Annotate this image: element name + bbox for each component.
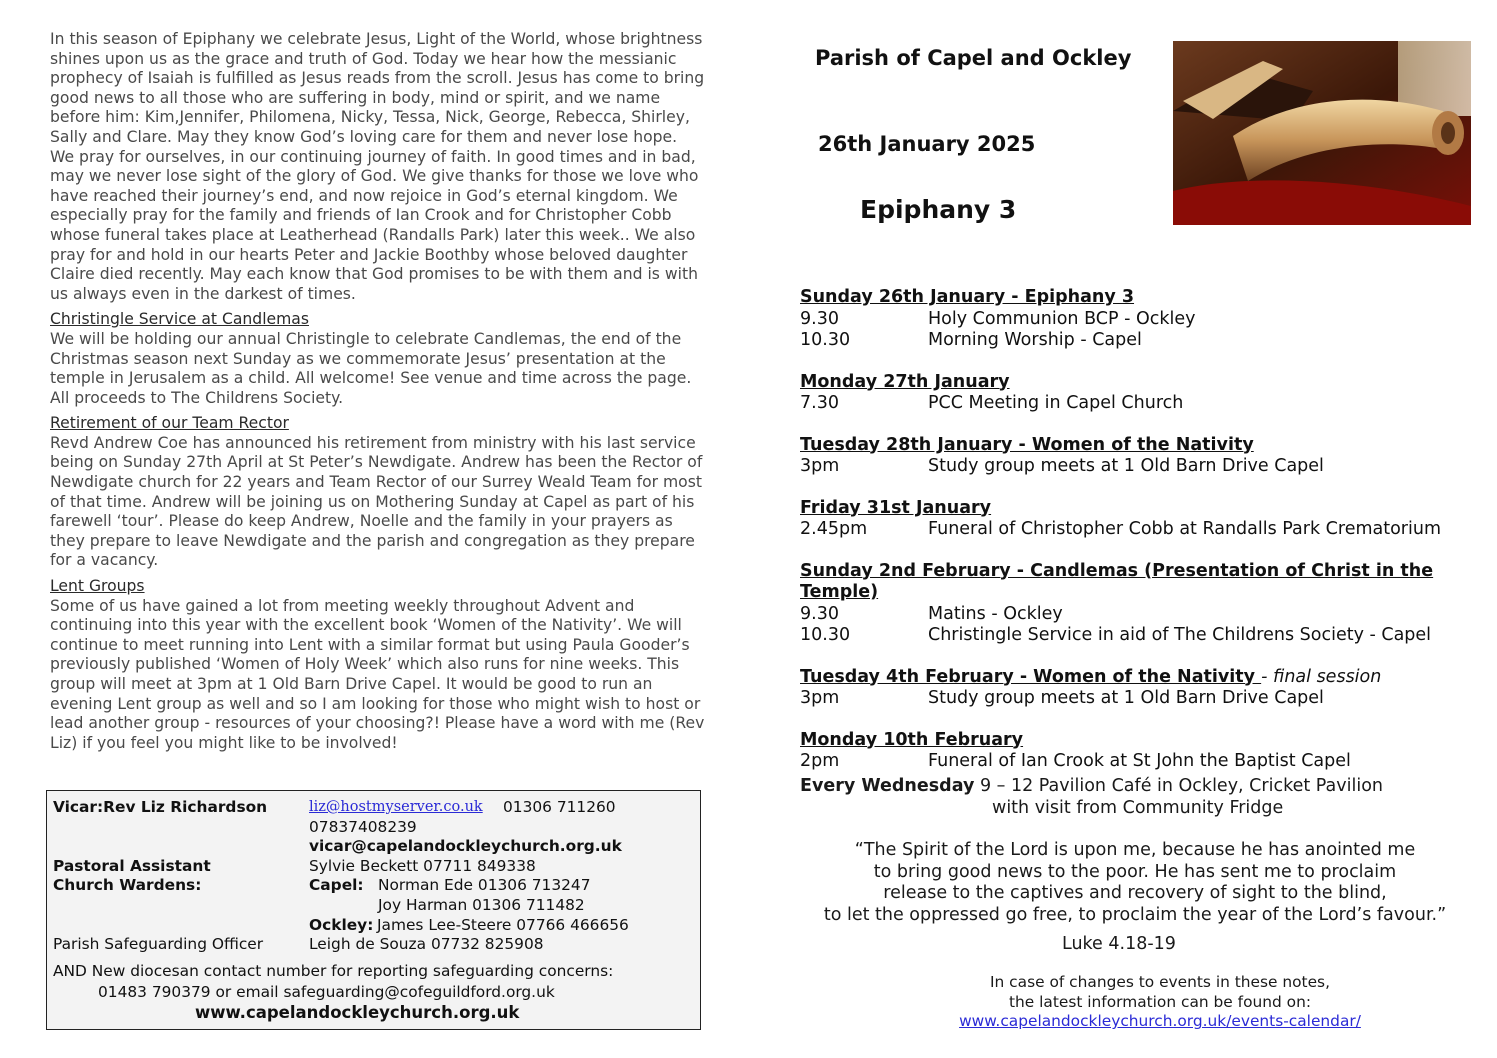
- event-desc: Morning Worship - Capel: [928, 330, 1142, 350]
- event-heading: Tuesday 28th January - Women of the Nativity: [800, 434, 1254, 455]
- event-time: 9.30: [800, 603, 839, 624]
- bulletin-title: Epiphany 3: [860, 195, 1017, 224]
- contact-box: [46, 790, 701, 1030]
- vicar-mobile: 07837408239: [309, 818, 417, 836]
- scripture-quote: [790, 840, 1480, 926]
- capel-warden-2: Joy Harman 01306 711482: [378, 896, 585, 914]
- parish-name: Parish of Capel and Ockley: [815, 46, 1132, 70]
- event-item: [800, 688, 1480, 710]
- event-time: 3pm: [800, 456, 840, 476]
- event-desc: Study group meets at 1 Old Barn Drive Capel: [928, 456, 1324, 476]
- website-text: www.capelandockleychurch.org.uk: [195, 1003, 520, 1022]
- bulletin-date: 26th January 2025: [818, 132, 1036, 156]
- changes-notice: [860, 973, 1460, 1032]
- event-item: [800, 751, 1480, 773]
- events-calendar-link[interactable]: www.capelandockleychurch.org.uk/events-calendar/: [959, 1012, 1361, 1031]
- notice-line-2: the latest information can be found on:: [1008, 992, 1312, 1011]
- quote-line: release to the captives and recovery of sight to the blind,: [883, 883, 1387, 903]
- event-time: 10.30: [800, 625, 851, 645]
- event-desc: Study group meets at 1 Old Barn Drive Capel: [928, 688, 1324, 708]
- event-heading: Monday 10th February: [800, 729, 1024, 750]
- diocesan-line-2: 01483 790379 or email safeguarding@cofeguildford.org.uk: [98, 983, 555, 1001]
- vicar-email: vicar@capelandockleychurch.org.uk: [309, 837, 622, 855]
- event-heading: Monday 27th January: [800, 371, 1010, 392]
- event-heading-suffix: - final session: [1261, 666, 1382, 687]
- event-time: 2pm: [800, 751, 840, 771]
- event-desc: Holy Communion BCP - Ockley: [928, 308, 1196, 329]
- event-item: [800, 309, 1480, 331]
- event-desc: Funeral of Ian Crook at St John the Baptist Capel: [928, 751, 1351, 771]
- event-item: [800, 456, 1480, 478]
- section-body-lent: Some of us have gained a lot from meeting weekly throughout Advent and continuing into this year with the excellent book ‘Women of the Nativity’. We will continue to meet running into Lent with a similar format but using Paula Gooder’s previously published ‘Women of Holy Week’ which also runs for nine weeks. This group will meet at 3pm at 1 Old Barn Drive Capel. It would be good to run an evening Lent group as well and so I am looking for those who might wish to host or lead another group - resources of your choosing?! Please have a word with me (Rev Liz) if you feel you might like to be involved!: [50, 596, 705, 752]
- event-block: [800, 667, 1480, 710]
- vicar-label: Vicar:Rev Liz Richardson: [53, 798, 268, 816]
- event-time: 9.30: [800, 308, 839, 329]
- vicar-phone: 01306 711260: [503, 798, 616, 816]
- wednesday-notice: [800, 776, 1480, 819]
- section-heading-retirement: Retirement of our Team Rector: [50, 414, 289, 433]
- intro-paragraph: In this season of Epiphany we celebrate Jesus, Light of the World, whose brightness shines upon us as the grace and truth of God. Today we hear how the messianic prophecy of Isaiah is fulfilled as Jesus reads from the scroll. Jesus has come to bring good news to all those who are suffering in body, mind or spirit, and we name before him: Kim,Jennifer, Philomena, Nicky, Tessa, Nick, George, Rebecca, Shirley, Sally and Clare. May they know God’s loving care for them and never lose hope. We pray for ourselves, in our continuing journey of faith. In good times and in bad, may we never lose sight of the glory of God. We give thanks for those we love who have reached their journey’s end, and now rejoice in God’s eternal kingdom. We especially pray for the family and friends of Ian Crook and for Christopher Cobb whose funeral takes place at Leatherhead (Randalls Park) later this week.. We also pray for and hold in our hearts Peter and Jackie Boothby whose beloved daughter Claire died recently. May each know that God promises to be with them and is with us always even in the darkest of times.: [50, 30, 705, 303]
- pastoral-label: Pastoral Assistant: [53, 857, 211, 875]
- wednesday-line-2: with visit from Community Fridge: [992, 797, 1284, 818]
- notice-line-1: In case of changes to events in these notes,: [990, 973, 1330, 991]
- capel-label: Capel:: [309, 876, 364, 894]
- safeguarding-label: Parish Safeguarding Officer: [53, 935, 264, 953]
- event-heading: Sunday 26th January - Epiphany 3: [800, 287, 1135, 307]
- event-desc: Funeral of Christopher Cobb at Randalls Park Crematorium: [928, 519, 1442, 539]
- diocesan-line-1: AND New diocesan contact number for reporting safeguarding concerns:: [53, 962, 614, 980]
- section-heading-lent: Lent Groups: [50, 577, 145, 596]
- event-heading: Tuesday 4th February - Women of the Nativity: [800, 666, 1262, 687]
- vicar-email-link[interactable]: liz@hostmyserver.co.uk: [309, 799, 483, 815]
- event-block: [800, 498, 1480, 541]
- safeguarding-value: Leigh de Souza 07732 825908: [309, 935, 544, 953]
- event-item: [800, 393, 1480, 415]
- event-desc: Matins - Ockley: [928, 603, 1063, 624]
- quote-line: to bring good news to the poor. He has sent me to proclaim: [873, 861, 1397, 882]
- event-block: [800, 372, 1480, 415]
- ockley-warden: James Lee-Steere 07766 466656: [377, 916, 629, 934]
- left-column: [50, 30, 705, 753]
- event-item: [800, 604, 1480, 626]
- event-time: 3pm: [800, 688, 840, 708]
- quote-reference: Luke 4.18-19: [1062, 934, 1176, 954]
- event-time: 2.45pm: [800, 519, 868, 539]
- quote-line: to let the oppressed go free, to proclaim the year of the Lord’s favour.”: [823, 904, 1447, 925]
- quote-line: “The Spirit of the Lord is upon me, because he has anointed me: [854, 840, 1416, 860]
- ockley-label: Ockley:: [309, 916, 374, 934]
- event-heading: Sunday 2nd February - Candlemas (Presentation of Christ in the Temple): [800, 560, 1434, 602]
- event-time: 7.30: [800, 393, 839, 413]
- pastoral-value: Sylvie Beckett 07711 849338: [309, 857, 536, 875]
- wednesday-line-1: 9 – 12 Pavilion Café in Ockley, Cricket Pavilion: [974, 776, 1384, 796]
- event-item: [800, 330, 1480, 352]
- scroll-photo: [1173, 41, 1471, 225]
- services-schedule: [800, 287, 1480, 793]
- event-desc: PCC Meeting in Capel Church: [928, 393, 1184, 413]
- wardens-label: Church Wardens:: [53, 876, 202, 894]
- event-block: [800, 561, 1480, 647]
- event-block: [800, 287, 1480, 352]
- wednesday-label: Every Wednesday: [800, 776, 975, 796]
- section-body-christingle: We will be holding our annual Christingle to celebrate Candlemas, the end of the Christmas season next Sunday as we commemorate Jesus’ presentation at the temple in Jerusalem as a child. All welcome! See venue and time across the page. All proceeds to The Childrens Society.: [50, 329, 692, 407]
- event-heading: Friday 31st January: [800, 497, 992, 518]
- section-heading-christingle: Christingle Service at Candlemas: [50, 310, 309, 329]
- event-time: 10.30: [800, 330, 851, 350]
- event-desc: Christingle Service in aid of The Childrens Society - Capel: [928, 625, 1432, 645]
- scroll-image-icon: [1173, 41, 1471, 225]
- section-body-retirement: Revd Andrew Coe has announced his retirement from ministry with his last service being on Sunday 27th April at St Peter’s Newdigate. Andrew has been the Rector of Newdigate church for 22 years and Team Rector of our Surrey Weald Team for most of that time. Andrew will be joining us on Mothering Sunday at Capel as part of his farewell ‘tour’. Please do keep Andrew, Noelle and the family in your prayers as they prepare to leave Newdigate and the parish and congregation as they prepare for a vacancy.: [50, 433, 703, 570]
- event-item: [800, 519, 1480, 541]
- event-item: [800, 625, 1480, 647]
- event-block: [800, 730, 1480, 773]
- event-block: [800, 435, 1480, 478]
- capel-warden-1: Norman Ede 01306 713247: [378, 876, 591, 894]
